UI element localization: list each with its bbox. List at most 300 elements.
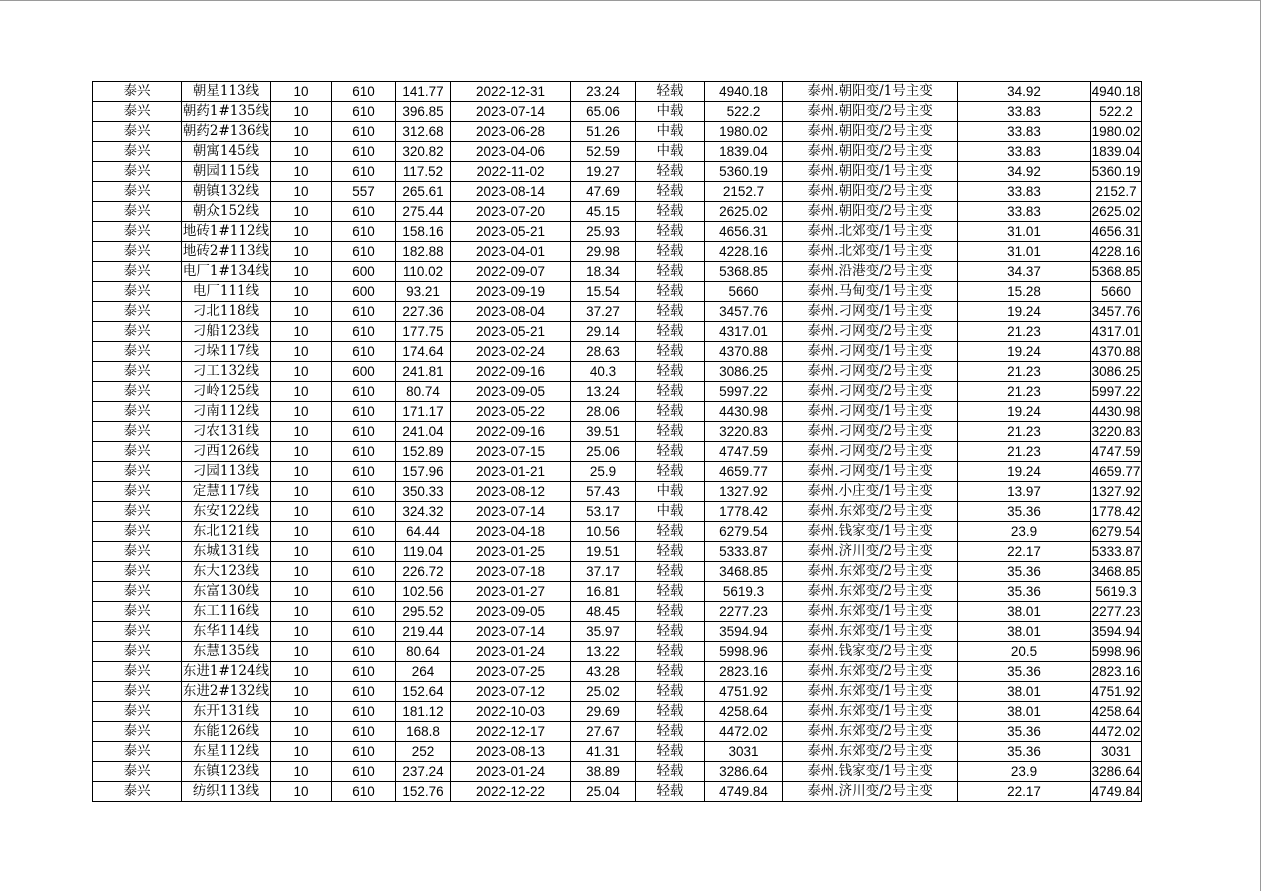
table-row	[93, 202, 1142, 222]
date-cell: 2023-08-12	[451, 482, 571, 502]
table-row	[93, 622, 1142, 642]
table-row	[93, 182, 1142, 202]
transformer-cell: 泰州.济川变/2号主变	[783, 542, 958, 562]
voltage-cell: 10	[271, 622, 332, 642]
load-status-cell: 轻载	[636, 422, 705, 442]
region-cell: 泰兴	[93, 402, 182, 422]
max-load-cell: 241.81	[396, 362, 451, 382]
load-rate-cell: 10.56	[571, 522, 636, 542]
voltage-cell: 10	[271, 422, 332, 442]
line-name-cell: 朝药1#135线	[182, 102, 271, 122]
table-row	[93, 362, 1142, 382]
rated-capacity-cell: 610	[332, 502, 396, 522]
data-table	[92, 81, 1142, 802]
transformer-load-rate-cell: 22.17	[958, 782, 1091, 802]
remaining-capacity-cell: 4940.18	[1091, 82, 1142, 102]
date-cell: 2023-08-04	[451, 302, 571, 322]
transformer-cell: 泰州.东郊变/1号主变	[783, 702, 958, 722]
table-row	[93, 242, 1142, 262]
transformer-cell: 泰州.刁网变/1号主变	[783, 302, 958, 322]
rated-capacity-cell: 600	[332, 262, 396, 282]
transformer-cell: 泰州.刁网变/2号主变	[783, 422, 958, 442]
transformer-load-rate-cell: 21.23	[958, 442, 1091, 462]
load-status-cell: 轻载	[636, 582, 705, 602]
available-capacity-cell: 1327.92	[705, 482, 783, 502]
load-rate-cell: 25.02	[571, 682, 636, 702]
region-cell: 泰兴	[93, 722, 182, 742]
transformer-load-rate-cell: 35.36	[958, 502, 1091, 522]
region-cell: 泰兴	[93, 702, 182, 722]
rated-capacity-cell: 610	[332, 662, 396, 682]
load-rate-cell: 27.67	[571, 722, 636, 742]
voltage-cell: 10	[271, 522, 332, 542]
remaining-capacity-cell: 4317.01	[1091, 322, 1142, 342]
transformer-load-rate-cell: 35.36	[958, 582, 1091, 602]
transformer-cell: 泰州.济川变/2号主变	[783, 782, 958, 802]
rated-capacity-cell: 610	[332, 82, 396, 102]
load-rate-cell: 23.24	[571, 82, 636, 102]
region-cell: 泰兴	[93, 762, 182, 782]
transformer-load-rate-cell: 15.28	[958, 282, 1091, 302]
line-name-cell: 刁船123线	[182, 322, 271, 342]
date-cell: 2022-12-31	[451, 82, 571, 102]
transformer-load-rate-cell: 21.23	[958, 362, 1091, 382]
transformer-cell: 泰州.朝阳变/2号主变	[783, 122, 958, 142]
load-status-cell: 轻载	[636, 522, 705, 542]
transformer-cell: 泰州.北郊变/1号主变	[783, 242, 958, 262]
region-cell: 泰兴	[93, 202, 182, 222]
load-status-cell: 轻载	[636, 742, 705, 762]
remaining-capacity-cell: 4472.02	[1091, 722, 1142, 742]
transformer-load-rate-cell: 33.83	[958, 182, 1091, 202]
load-rate-cell: 25.9	[571, 462, 636, 482]
rated-capacity-cell: 610	[332, 302, 396, 322]
max-load-cell: 117.52	[396, 162, 451, 182]
max-load-cell: 168.8	[396, 722, 451, 742]
line-name-cell: 地砖2#113线	[182, 242, 271, 262]
available-capacity-cell: 5360.19	[705, 162, 783, 182]
region-cell: 泰兴	[93, 562, 182, 582]
line-name-cell: 东开131线	[182, 702, 271, 722]
load-status-cell: 轻载	[636, 202, 705, 222]
rated-capacity-cell: 610	[332, 782, 396, 802]
load-status-cell: 轻载	[636, 602, 705, 622]
load-status-cell: 中载	[636, 142, 705, 162]
line-name-cell: 定慧117线	[182, 482, 271, 502]
line-name-cell: 朝镇132线	[182, 182, 271, 202]
line-name-cell: 东城131线	[182, 542, 271, 562]
voltage-cell: 10	[271, 202, 332, 222]
max-load-cell: 181.12	[396, 702, 451, 722]
line-name-cell: 东镇123线	[182, 762, 271, 782]
load-status-cell: 轻载	[636, 542, 705, 562]
remaining-capacity-cell: 4258.64	[1091, 702, 1142, 722]
voltage-cell: 10	[271, 642, 332, 662]
date-cell: 2023-01-21	[451, 462, 571, 482]
load-status-cell: 中载	[636, 102, 705, 122]
available-capacity-cell: 4370.88	[705, 342, 783, 362]
max-load-cell: 93.21	[396, 282, 451, 302]
load-rate-cell: 35.97	[571, 622, 636, 642]
transformer-load-rate-cell: 38.01	[958, 702, 1091, 722]
line-name-cell: 东富130线	[182, 582, 271, 602]
available-capacity-cell: 4751.92	[705, 682, 783, 702]
voltage-cell: 10	[271, 382, 332, 402]
max-load-cell: 64.44	[396, 522, 451, 542]
line-name-cell: 电厂111线	[182, 282, 271, 302]
region-cell: 泰兴	[93, 782, 182, 802]
voltage-cell: 10	[271, 662, 332, 682]
region-cell: 泰兴	[93, 382, 182, 402]
rated-capacity-cell: 610	[332, 642, 396, 662]
region-cell: 泰兴	[93, 302, 182, 322]
date-cell: 2023-07-14	[451, 622, 571, 642]
transformer-load-rate-cell: 35.36	[958, 562, 1091, 582]
region-cell: 泰兴	[93, 542, 182, 562]
transformer-load-rate-cell: 34.92	[958, 162, 1091, 182]
table-row	[93, 262, 1142, 282]
load-rate-cell: 53.17	[571, 502, 636, 522]
voltage-cell: 10	[271, 142, 332, 162]
region-cell: 泰兴	[93, 182, 182, 202]
transformer-cell: 泰州.朝阳变/2号主变	[783, 202, 958, 222]
transformer-load-rate-cell: 21.23	[958, 422, 1091, 442]
load-status-cell: 轻载	[636, 262, 705, 282]
max-load-cell: 152.76	[396, 782, 451, 802]
max-load-cell: 141.77	[396, 82, 451, 102]
table-row	[93, 722, 1142, 742]
available-capacity-cell: 4749.84	[705, 782, 783, 802]
available-capacity-cell: 5998.96	[705, 642, 783, 662]
remaining-capacity-cell: 522.2	[1091, 102, 1142, 122]
region-cell: 泰兴	[93, 462, 182, 482]
available-capacity-cell: 3286.64	[705, 762, 783, 782]
voltage-cell: 10	[271, 442, 332, 462]
load-rate-cell: 25.06	[571, 442, 636, 462]
load-rate-cell: 57.43	[571, 482, 636, 502]
region-cell: 泰兴	[93, 522, 182, 542]
rated-capacity-cell: 610	[332, 562, 396, 582]
load-status-cell: 轻载	[636, 342, 705, 362]
load-rate-cell: 19.27	[571, 162, 636, 182]
table-row	[93, 702, 1142, 722]
line-name-cell: 朝药2#136线	[182, 122, 271, 142]
date-cell: 2023-02-24	[451, 342, 571, 362]
load-status-cell: 轻载	[636, 782, 705, 802]
load-rate-cell: 39.51	[571, 422, 636, 442]
remaining-capacity-cell: 3594.94	[1091, 622, 1142, 642]
max-load-cell: 241.04	[396, 422, 451, 442]
line-name-cell: 刁园113线	[182, 462, 271, 482]
transformer-load-rate-cell: 33.83	[958, 102, 1091, 122]
date-cell: 2023-09-05	[451, 602, 571, 622]
transformer-cell: 泰州.东郊变/2号主变	[783, 502, 958, 522]
rated-capacity-cell: 610	[332, 582, 396, 602]
available-capacity-cell: 3220.83	[705, 422, 783, 442]
transformer-cell: 泰州.北郊变/1号主变	[783, 222, 958, 242]
transformer-load-rate-cell: 19.24	[958, 342, 1091, 362]
date-cell: 2022-12-17	[451, 722, 571, 742]
load-status-cell: 轻载	[636, 382, 705, 402]
line-name-cell: 刁南112线	[182, 402, 271, 422]
max-load-cell: 265.61	[396, 182, 451, 202]
remaining-capacity-cell: 1980.02	[1091, 122, 1142, 142]
line-name-cell: 东星112线	[182, 742, 271, 762]
transformer-cell: 泰州.刁网变/1号主变	[783, 402, 958, 422]
remaining-capacity-cell: 4747.59	[1091, 442, 1142, 462]
max-load-cell: 80.74	[396, 382, 451, 402]
max-load-cell: 295.52	[396, 602, 451, 622]
region-cell: 泰兴	[93, 262, 182, 282]
transformer-cell: 泰州.朝阳变/1号主变	[783, 82, 958, 102]
max-load-cell: 312.68	[396, 122, 451, 142]
transformer-cell: 泰州.东郊变/2号主变	[783, 582, 958, 602]
voltage-cell: 10	[271, 542, 332, 562]
transformer-cell: 泰州.朝阳变/2号主变	[783, 102, 958, 122]
table-row	[93, 442, 1142, 462]
transformer-load-rate-cell: 22.17	[958, 542, 1091, 562]
remaining-capacity-cell: 3220.83	[1091, 422, 1142, 442]
table-row	[93, 402, 1142, 422]
max-load-cell: 119.04	[396, 542, 451, 562]
load-status-cell: 轻载	[636, 282, 705, 302]
available-capacity-cell: 3468.85	[705, 562, 783, 582]
remaining-capacity-cell: 5360.19	[1091, 162, 1142, 182]
rated-capacity-cell: 600	[332, 362, 396, 382]
remaining-capacity-cell: 2277.23	[1091, 602, 1142, 622]
max-load-cell: 171.17	[396, 402, 451, 422]
max-load-cell: 237.24	[396, 762, 451, 782]
rated-capacity-cell: 610	[332, 142, 396, 162]
voltage-cell: 10	[271, 502, 332, 522]
remaining-capacity-cell: 5619.3	[1091, 582, 1142, 602]
table-row	[93, 342, 1142, 362]
remaining-capacity-cell: 1778.42	[1091, 502, 1142, 522]
remaining-capacity-cell: 1839.04	[1091, 142, 1142, 162]
transformer-load-rate-cell: 31.01	[958, 222, 1091, 242]
region-cell: 泰兴	[93, 122, 182, 142]
voltage-cell: 10	[271, 762, 332, 782]
voltage-cell: 10	[271, 402, 332, 422]
transformer-cell: 泰州.刁网变/2号主变	[783, 382, 958, 402]
region-cell: 泰兴	[93, 482, 182, 502]
line-name-cell: 东慧135线	[182, 642, 271, 662]
rated-capacity-cell: 610	[332, 622, 396, 642]
load-status-cell: 轻载	[636, 222, 705, 242]
date-cell: 2023-09-05	[451, 382, 571, 402]
date-cell: 2023-07-25	[451, 662, 571, 682]
max-load-cell: 157.96	[396, 462, 451, 482]
available-capacity-cell: 4430.98	[705, 402, 783, 422]
transformer-cell: 泰州.钱家变/1号主变	[783, 522, 958, 542]
load-rate-cell: 47.69	[571, 182, 636, 202]
date-cell: 2023-05-21	[451, 222, 571, 242]
table-row	[93, 582, 1142, 602]
voltage-cell: 10	[271, 602, 332, 622]
line-name-cell: 东进2#132线	[182, 682, 271, 702]
available-capacity-cell: 5333.87	[705, 542, 783, 562]
transformer-cell: 泰州.钱家变/1号主变	[783, 762, 958, 782]
transformer-cell: 泰州.东郊变/2号主变	[783, 562, 958, 582]
transformer-cell: 泰州.沿港变/2号主变	[783, 262, 958, 282]
region-cell: 泰兴	[93, 102, 182, 122]
available-capacity-cell: 5368.85	[705, 262, 783, 282]
date-cell: 2023-04-01	[451, 242, 571, 262]
table-row	[93, 462, 1142, 482]
line-name-cell: 东进1#124线	[182, 662, 271, 682]
transformer-cell: 泰州.东郊变/1号主变	[783, 622, 958, 642]
available-capacity-cell: 4472.02	[705, 722, 783, 742]
table-row	[93, 502, 1142, 522]
load-rate-cell: 25.93	[571, 222, 636, 242]
transformer-load-rate-cell: 19.24	[958, 302, 1091, 322]
transformer-load-rate-cell: 21.23	[958, 322, 1091, 342]
load-rate-cell: 45.15	[571, 202, 636, 222]
region-cell: 泰兴	[93, 142, 182, 162]
load-status-cell: 中载	[636, 482, 705, 502]
remaining-capacity-cell: 2823.16	[1091, 662, 1142, 682]
voltage-cell: 10	[271, 562, 332, 582]
available-capacity-cell: 2152.7	[705, 182, 783, 202]
available-capacity-cell: 1778.42	[705, 502, 783, 522]
max-load-cell: 110.02	[396, 262, 451, 282]
available-capacity-cell: 4228.16	[705, 242, 783, 262]
available-capacity-cell: 5660	[705, 282, 783, 302]
voltage-cell: 10	[271, 682, 332, 702]
load-rate-cell: 51.26	[571, 122, 636, 142]
transformer-load-rate-cell: 38.01	[958, 622, 1091, 642]
voltage-cell: 10	[271, 342, 332, 362]
available-capacity-cell: 4317.01	[705, 322, 783, 342]
load-rate-cell: 28.06	[571, 402, 636, 422]
table-row	[93, 482, 1142, 502]
line-name-cell: 朝寓145线	[182, 142, 271, 162]
region-cell: 泰兴	[93, 162, 182, 182]
voltage-cell: 10	[271, 462, 332, 482]
line-name-cell: 东大123线	[182, 562, 271, 582]
rated-capacity-cell: 610	[332, 702, 396, 722]
remaining-capacity-cell: 5368.85	[1091, 262, 1142, 282]
transformer-cell: 泰州.小庄变/1号主变	[783, 482, 958, 502]
max-load-cell: 264	[396, 662, 451, 682]
remaining-capacity-cell: 1327.92	[1091, 482, 1142, 502]
table-row	[93, 642, 1142, 662]
transformer-cell: 泰州.刁网变/1号主变	[783, 462, 958, 482]
load-rate-cell: 25.04	[571, 782, 636, 802]
line-name-cell: 东北121线	[182, 522, 271, 542]
transformer-load-rate-cell: 35.36	[958, 722, 1091, 742]
rated-capacity-cell: 610	[332, 322, 396, 342]
available-capacity-cell: 5997.22	[705, 382, 783, 402]
date-cell: 2023-05-22	[451, 402, 571, 422]
load-rate-cell: 37.27	[571, 302, 636, 322]
load-status-cell: 轻载	[636, 562, 705, 582]
available-capacity-cell: 1980.02	[705, 122, 783, 142]
available-capacity-cell: 4656.31	[705, 222, 783, 242]
available-capacity-cell: 4940.18	[705, 82, 783, 102]
transformer-cell: 泰州.朝阳变/1号主变	[783, 162, 958, 182]
table-row	[93, 542, 1142, 562]
voltage-cell: 10	[271, 322, 332, 342]
transformer-load-rate-cell: 23.9	[958, 762, 1091, 782]
available-capacity-cell: 4258.64	[705, 702, 783, 722]
load-rate-cell: 15.54	[571, 282, 636, 302]
voltage-cell: 10	[271, 182, 332, 202]
transformer-load-rate-cell: 33.83	[958, 202, 1091, 222]
date-cell: 2023-07-18	[451, 562, 571, 582]
remaining-capacity-cell: 4659.77	[1091, 462, 1142, 482]
rated-capacity-cell: 610	[332, 462, 396, 482]
remaining-capacity-cell: 2625.02	[1091, 202, 1142, 222]
line-name-cell: 地砖1#112线	[182, 222, 271, 242]
rated-capacity-cell: 610	[332, 122, 396, 142]
line-name-cell: 东能126线	[182, 722, 271, 742]
load-status-cell: 轻载	[636, 182, 705, 202]
voltage-cell: 10	[271, 262, 332, 282]
region-cell: 泰兴	[93, 662, 182, 682]
region-cell: 泰兴	[93, 342, 182, 362]
transformer-load-rate-cell: 33.83	[958, 142, 1091, 162]
table-row	[93, 162, 1142, 182]
transformer-load-rate-cell: 23.9	[958, 522, 1091, 542]
date-cell: 2023-01-24	[451, 642, 571, 662]
table-body	[93, 82, 1142, 802]
max-load-cell: 177.75	[396, 322, 451, 342]
date-cell: 2023-01-27	[451, 582, 571, 602]
transformer-cell: 泰州.刁网变/2号主变	[783, 322, 958, 342]
voltage-cell: 10	[271, 702, 332, 722]
remaining-capacity-cell: 3468.85	[1091, 562, 1142, 582]
max-load-cell: 324.32	[396, 502, 451, 522]
load-rate-cell: 52.59	[571, 142, 636, 162]
rated-capacity-cell: 610	[332, 542, 396, 562]
load-rate-cell: 43.28	[571, 662, 636, 682]
region-cell: 泰兴	[93, 362, 182, 382]
date-cell: 2023-04-06	[451, 142, 571, 162]
remaining-capacity-cell: 5333.87	[1091, 542, 1142, 562]
table-row	[93, 382, 1142, 402]
line-name-cell: 东安122线	[182, 502, 271, 522]
table-row	[93, 222, 1142, 242]
date-cell: 2022-12-22	[451, 782, 571, 802]
rated-capacity-cell: 610	[332, 242, 396, 262]
transformer-cell: 泰州.东郊变/2号主变	[783, 722, 958, 742]
transformer-load-rate-cell: 33.83	[958, 122, 1091, 142]
available-capacity-cell: 6279.54	[705, 522, 783, 542]
available-capacity-cell: 4747.59	[705, 442, 783, 462]
load-status-cell: 轻载	[636, 322, 705, 342]
date-cell: 2022-09-16	[451, 362, 571, 382]
voltage-cell: 10	[271, 282, 332, 302]
remaining-capacity-cell: 3457.76	[1091, 302, 1142, 322]
date-cell: 2023-01-25	[451, 542, 571, 562]
remaining-capacity-cell: 5660	[1091, 282, 1142, 302]
load-rate-cell: 19.51	[571, 542, 636, 562]
load-status-cell: 轻载	[636, 162, 705, 182]
voltage-cell: 10	[271, 722, 332, 742]
available-capacity-cell: 1839.04	[705, 142, 783, 162]
max-load-cell: 396.85	[396, 102, 451, 122]
max-load-cell: 158.16	[396, 222, 451, 242]
transformer-cell: 泰州.刁网变/1号主变	[783, 342, 958, 362]
load-status-cell: 轻载	[636, 462, 705, 482]
rated-capacity-cell: 557	[332, 182, 396, 202]
voltage-cell: 10	[271, 302, 332, 322]
rated-capacity-cell: 610	[332, 762, 396, 782]
remaining-capacity-cell: 4656.31	[1091, 222, 1142, 242]
transformer-cell: 泰州.东郊变/1号主变	[783, 682, 958, 702]
transformer-cell: 泰州.东郊变/1号主变	[783, 602, 958, 622]
